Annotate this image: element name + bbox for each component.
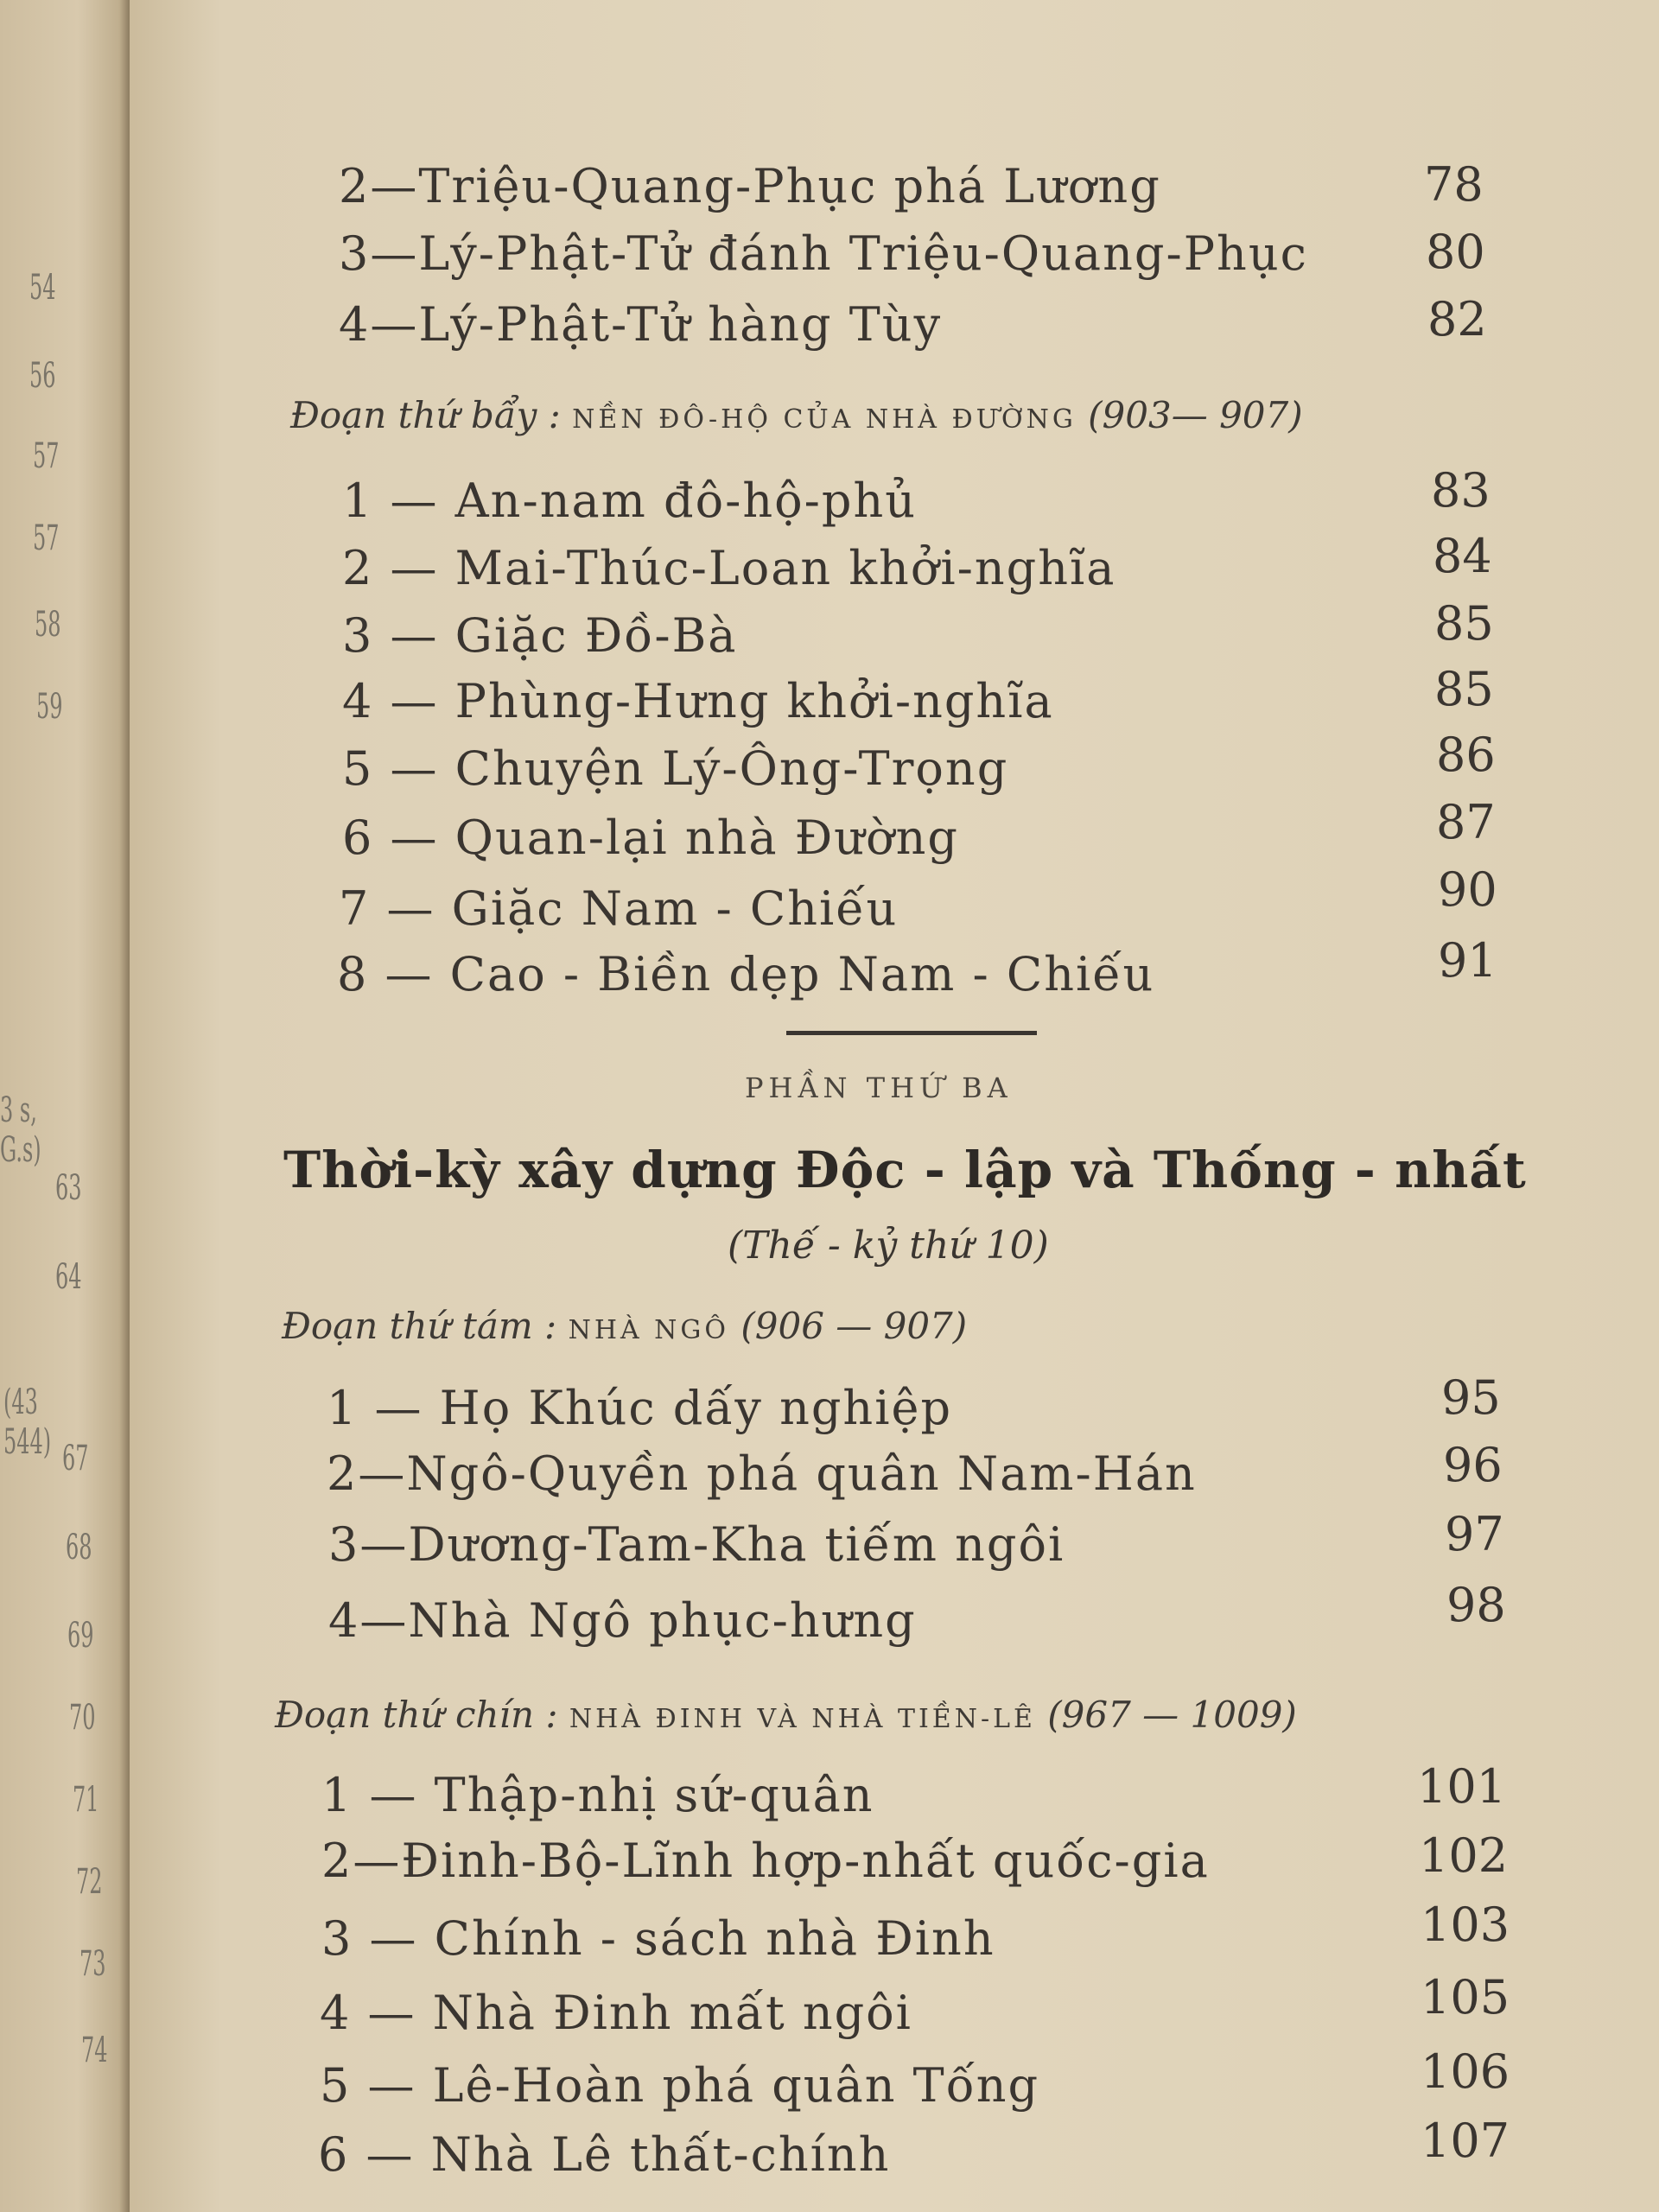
margin-page-number: 56 [29,356,56,396]
toc-entry-page: 87 [1436,795,1496,849]
toc-entry-title: 3—Dương-Tam-Kha tiếm ngôi [328,1517,1065,1572]
section-label: Đoạn thứ bẩy : [290,394,561,436]
toc-entry-page: 80 [1426,225,1485,279]
margin-page-number: 70 [69,1698,96,1738]
section-heading [275,1694,1297,1736]
section-label: Đoạn thứ chín : [275,1694,558,1736]
margin-page-number: 68 [66,1528,92,1567]
toc-entry-page: 82 [1427,292,1487,346]
toc-entry-page: 107 [1421,2113,1510,2168]
toc-entry-title: 4—Nhà Ngô phục-hưng [328,1593,917,1648]
toc-entry-page: 78 [1424,157,1484,212]
toc-entry-page: 85 [1434,596,1494,651]
toc-entry-title: 1 — An-nam đô-hộ-phủ [342,474,918,528]
toc-entry-title: 5 — Chuyện Lý-Ông-Trọng [342,741,1009,796]
margin-page-number: (43 544) [3,1382,52,1462]
toc-entry-page: 98 [1446,1578,1506,1632]
toc-entry-page: 85 [1434,662,1494,716]
toc-entry-page: 90 [1438,862,1497,917]
toc-entry-title: 3 — Chính - sách nhà Đinh [321,1911,995,1966]
toc-entry-title: 4 — Nhà Đinh mất ngôi [320,1986,912,2040]
part-label: PHẦN THỨ BA [745,1071,1013,1104]
margin-page-number: 64 [55,1257,82,1297]
toc-entry-title: 4—Lý-Phật-Tử hàng Tùy [339,297,943,352]
toc-entry-title: 7 — Giặc Nam - Chiếu [339,881,899,936]
toc-entry-title: 2—Triệu-Quang-Phục phá Lương [339,159,1161,213]
section-title: NỀN ĐÔ-HỘ CỦA NHÀ ĐƯỜNG [572,404,1077,435]
toc-entry-page: 105 [1421,1970,1510,2024]
toc-entry-page: 95 [1441,1370,1501,1425]
toc-entry-page: 103 [1421,1897,1510,1952]
section-years: (906 — 907) [741,1305,968,1347]
toc-entry-title: 2 — Mai-Thúc-Loan khởi-nghĩa [342,541,1116,595]
toc-entry-title: 8 — Cao - Biền dẹp Nam - Chiếu [337,947,1155,1001]
margin-page-number: 57 [33,436,60,476]
toc-entry-page: 106 [1421,2044,1510,2099]
section-title: NHÀ ĐINH VÀ NHÀ TIỀN-LÊ [569,1704,1036,1734]
section-title: NHÀ NGÔ [568,1315,729,1345]
toc-entry-title: 3 — Giặc Đồ-Bà [342,608,738,663]
margin-page-number: 59 [36,687,63,727]
toc-entry-page: 97 [1445,1507,1504,1561]
toc-entry-title: 6 — Quan-lại nhà Đường [342,810,959,865]
toc-entry-title: 6 — Nhà Lê thất-chính [318,2127,891,2182]
margin-page-number: 74 [81,2031,108,2070]
margin-page-number: 54 [29,268,56,308]
toc-entry-title: 2—Đinh-Bộ-Lĩnh hợp-nhất quốc-gia [321,1834,1210,1888]
part-title: Thời-kỳ xây dựng Độc - lập và Thống - nhất [283,1141,1527,1199]
toc-entry-title: 2—Ngô-Quyền phá quân Nam-Hán [327,1446,1197,1501]
section-heading [290,394,1303,436]
divider-rule [786,1031,1037,1035]
section-years: (967 — 1009) [1047,1694,1297,1736]
part-subtitle: (Thế - kỷ thứ 10) [728,1224,1049,1268]
margin-page-number: 67 [62,1439,89,1478]
toc-entry-page: 84 [1433,529,1492,583]
toc-entry-page: 102 [1419,1828,1509,1883]
section-label: Đoạn thứ tám : [282,1305,557,1347]
margin-page-number: 57 [33,518,60,558]
toc-entry-title: 1 — Họ Khúc dấy nghiệp [327,1381,953,1435]
margin-page-number: 58 [35,605,61,645]
book-gutter-left-page [0,0,130,2212]
margin-page-number: 63 [55,1168,82,1208]
toc-entry-page: 83 [1431,463,1491,518]
toc-entry-title: 5 — Lê-Hoàn phá quân Tống [320,2058,1040,2113]
section-years: (903— 907) [1088,394,1303,436]
margin-page-number: 3 s, G.s) [0,1090,41,1170]
toc-entry-title: 1 — Thập-nhị sứ-quân [321,1768,874,1822]
toc-entry-title: 3—Lý-Phật-Tử đánh Triệu-Quang-Phục [339,226,1308,281]
margin-page-number: 72 [76,1862,103,1902]
toc-entry-page: 86 [1436,728,1496,782]
toc-entry-page: 101 [1417,1759,1507,1814]
margin-page-number: 71 [73,1780,99,1820]
margin-page-number: 69 [67,1616,94,1656]
toc-entry-title: 4 — Phùng-Hưng khởi-nghĩa [342,674,1054,728]
toc-entry-page: 91 [1438,933,1497,988]
margin-page-number: 73 [79,1944,106,1984]
section-heading [282,1305,967,1347]
toc-entry-page: 96 [1443,1438,1503,1492]
